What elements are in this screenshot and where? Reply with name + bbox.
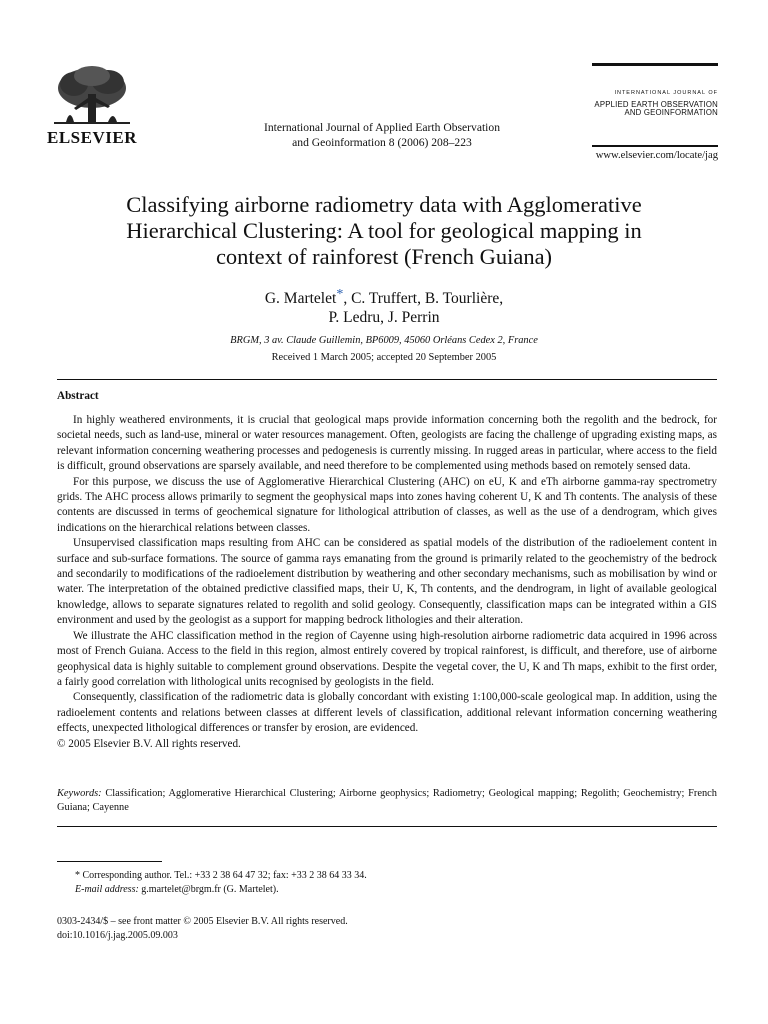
journal-intl-label: INTERNATIONAL JOURNAL OF: [614, 90, 718, 96]
abstract-paragraph-5: Consequently, classification of the radiometric data is globally concordant with existing 1:100,000-scale geological map. In addition, using the radioelement contents and relations between classes at different levels of classification, additional relevant information concerning weathering effects, unexpected lithological differences or transfer by erosion, are evidenced.: [57, 691, 717, 735]
affiliation: BRGM, 3 av. Claude Guillemin, BP6009, 45060 Orléans Cedex 2, France: [230, 335, 538, 346]
corresponding-author-link[interactable]: *: [336, 287, 344, 302]
footnotes: [57, 869, 717, 896]
citation-line-1: International Journal of Applied Earth Observation: [264, 121, 500, 134]
authors-rest-1: , C. Truffert, B. Tourlière,: [343, 290, 504, 307]
abstract-paragraph-4: We illustrate the AHC classification method in the region of Cayenne using high-resolution airborne radiometric data acquired in 1996 across most of French Guiana. Access to the field in this region, almost entirely covered by tropical rainforest, is difficult, and therefore, use of airborne geophysical data is highly suitable to complement ground observations. Despite the vegetal cover, the U, K and Th maps, exhibit to the first order, a fairly good correlation with lithological units recognised by geologists in the field.: [57, 629, 717, 688]
author-1: G. Martelet: [264, 290, 337, 307]
email-note: [57, 883, 717, 897]
abstract-heading: Abstract: [57, 390, 99, 402]
issn-line: 0303-2434/$ – see front matter © 2005 Elsevier B.V. All rights reserved.: [57, 916, 348, 927]
received-dates: Received 1 March 2005; accepted 20 September 2005: [271, 352, 497, 363]
footnote-rule: [57, 861, 162, 862]
title-line-1: Classifying airborne radiometry data with Agglomerative: [126, 192, 642, 217]
publication-info: [57, 915, 717, 942]
journal-url-link[interactable]: www.elsevier.com/locate/jag: [595, 150, 718, 161]
header-rule-top: [592, 63, 718, 66]
keywords-text: Classification; Agglomerative Hierarchical Clustering; Airborne geophysics; Radiometry; Geological mapping; Regolith; Geochemistry; French Guiana; Cayenne: [57, 788, 717, 813]
abstract-paragraph-2: For this purpose, we discuss the use of Agglomerative Hierarchical Clustering (AHC) on eU, K and eTh airborne gamma-ray spectrometry grids. The AHC process allows primarily to segment the geophysical maps into zones having coherent U, K and Th contents. The analysis of these contents are discussed in terms of geochemical signature for lithological attribution of classes, as well as the use of a dendrogram, which gives indications on the hierarchical relations between classes.: [57, 475, 717, 534]
journal-name: [520, 101, 718, 117]
title-line-2: Hierarchical Clustering: A tool for geological mapping in: [126, 218, 642, 243]
title-line-3: context of rainforest (French Guiana): [215, 244, 553, 269]
journal-citation: [210, 120, 554, 150]
journal-name-line-2: AND GEOINFORMATION: [624, 108, 718, 118]
corresponding-author-note: * Corresponding author. Tel.: +33 2 38 64 47 32; fax: +33 2 38 64 33 34.: [75, 870, 367, 881]
abstract-paragraph-1: In highly weathered environments, it is crucial that geological maps provide information concerning both the regolith and the bedrock, for societal needs, such as land-use, mineral or water resources management. Often, geologists are facing the challenge of upgrading existing maps, as relevant information concerning weathering processes and pedogenesis is currently missing. In rugged areas in particular, where access to the field is difficult, ground observations are sparsely available, and need therefore to be complemented using methods based on remotely sensed data.: [57, 414, 717, 473]
email-link[interactable]: g.martelet@brgm.fr (G. Martelet).: [138, 883, 279, 895]
author-list: [140, 285, 628, 327]
keywords-label: Keywords:: [57, 788, 102, 799]
authors-line-1: [140, 285, 628, 308]
abstract-paragraph-3: Unsupervised classification maps resulting from AHC can be considered as spatial models of the distribution of the radioelement content in surface and sub-surface formations. The source of gamma rays emanating from the ground is primarily related to the geochemistry of the bedrock and secondarily to modifications of the radioelement distribution by weathering and other secondary mechanisms, such as mobilisation by wind or water. The interpretation of the obtained predictive classified maps, their U, K, Th contents, and the dendrogram, in light of available geological knowledge, allows to separate signatures related to regolith and solid geology. Consequently, classification maps can be integrated within a GIS environment and used by the geologist as a support for mapping bedrock lithologies and their alteration.: [57, 537, 717, 627]
article-title: [60, 192, 708, 270]
publisher-name: ELSEVIER: [47, 128, 137, 147]
email-label: E-mail address:: [75, 883, 139, 895]
abstract-top-rule: [57, 379, 717, 380]
citation-line-2: and Geoinformation 8 (2006) 208–223: [292, 136, 472, 149]
header-rule-bottom: [592, 145, 718, 147]
authors-line-2: P. Ledru, J. Perrin: [328, 309, 440, 326]
abstract-copyright: © 2005 Elsevier B.V. All rights reserved.: [57, 737, 241, 750]
journal-name-line-1: APPLIED EARTH OBSERVATION: [594, 100, 718, 109]
doi-link[interactable]: doi:10.1016/j.jag.2005.09.003: [57, 929, 178, 941]
keywords: [57, 787, 717, 815]
keywords-bottom-rule: [57, 826, 717, 827]
abstract-body: [57, 413, 717, 752]
